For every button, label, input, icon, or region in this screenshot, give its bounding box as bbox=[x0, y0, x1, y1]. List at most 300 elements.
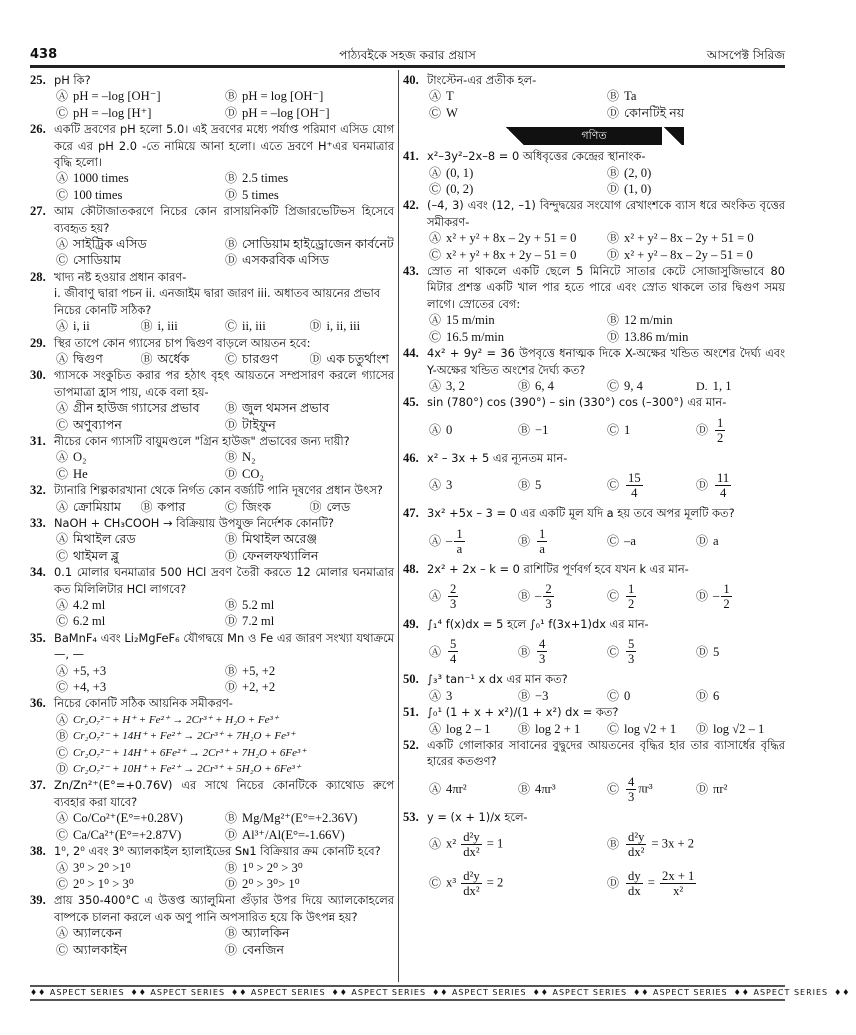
option-text bbox=[73, 613, 105, 629]
option-text-part: = 1 bbox=[483, 836, 504, 851]
option-text-part: 3 bbox=[446, 478, 453, 493]
option-d[interactable] bbox=[607, 329, 785, 345]
option-text-part: x² + y² + 8x + 2y – 51 = 0 bbox=[446, 247, 577, 262]
option-label-icon: Ⓑ bbox=[56, 729, 69, 744]
option-text bbox=[446, 329, 504, 345]
option-text bbox=[242, 236, 394, 252]
option-text bbox=[446, 582, 460, 611]
option-text-part: Al³⁺/Al(E°=-1.66V) bbox=[242, 827, 345, 842]
fraction-numerator: 2 bbox=[450, 581, 457, 596]
option-label-icon: Ⓒ bbox=[56, 417, 69, 432]
option-text bbox=[73, 466, 88, 482]
option-b[interactable] bbox=[225, 663, 394, 679]
option-text-part: 1⁰ > 2⁰ > 3⁰ bbox=[242, 860, 303, 875]
option-text bbox=[624, 721, 676, 737]
option-text-part: – bbox=[535, 588, 542, 603]
footer-series-text: ♦♦ ASPECT SERIES bbox=[331, 988, 427, 997]
option-label-icon: Ⓐ bbox=[56, 926, 69, 941]
question-number: 28. bbox=[30, 269, 46, 284]
option-c[interactable] bbox=[56, 548, 225, 564]
question-53 bbox=[403, 809, 785, 903]
option-d[interactable] bbox=[225, 942, 394, 958]
option-d[interactable] bbox=[225, 548, 394, 564]
option-text-part: চারগুণ bbox=[242, 351, 279, 366]
option-label-icon: Ⓓ bbox=[56, 762, 69, 777]
option-text bbox=[73, 400, 200, 416]
option-c[interactable] bbox=[607, 378, 696, 394]
option-label-icon: Ⓐ bbox=[56, 319, 69, 334]
option-d[interactable] bbox=[607, 181, 785, 197]
fraction bbox=[626, 830, 646, 859]
option-b[interactable] bbox=[225, 810, 394, 826]
option-a[interactable] bbox=[429, 825, 607, 864]
fraction-numerator: 2x + 1 bbox=[662, 869, 695, 884]
question-number: 32. bbox=[30, 483, 46, 498]
option-a[interactable] bbox=[56, 170, 225, 186]
question-48 bbox=[403, 561, 785, 616]
option-text-part: log √2 + 1 bbox=[624, 721, 677, 736]
option-d[interactable] bbox=[607, 864, 785, 903]
option-d[interactable] bbox=[696, 688, 785, 704]
option-d[interactable] bbox=[225, 417, 394, 433]
question-text: NaOH + CH₃COOH → বিক্রিয়ায় উপযুক্ত নির্দেশক কোনটি? bbox=[54, 515, 334, 530]
question-number: 44. bbox=[403, 346, 419, 361]
option-a[interactable] bbox=[429, 466, 518, 505]
option-d[interactable] bbox=[225, 105, 394, 121]
option-c[interactable] bbox=[607, 577, 696, 616]
fraction bbox=[461, 869, 481, 898]
option-text-part: 5 bbox=[535, 478, 542, 493]
option-label-icon: Ⓒ bbox=[607, 644, 620, 659]
fraction-denominator: 3 bbox=[450, 596, 457, 611]
option-a[interactable] bbox=[56, 597, 225, 613]
option-a[interactable] bbox=[56, 499, 141, 515]
question-number: 43. bbox=[403, 264, 419, 279]
options-grid bbox=[54, 860, 394, 893]
option-text bbox=[713, 533, 719, 549]
option-c[interactable] bbox=[56, 876, 225, 892]
options-grid bbox=[427, 688, 785, 704]
option-c[interactable] bbox=[429, 247, 607, 263]
question-25 bbox=[30, 72, 394, 121]
option-text bbox=[624, 105, 684, 121]
option-text-part: সোডিয়াম হাইড্রোজেন কার্বনেট bbox=[242, 237, 394, 252]
option-label-icon: Ⓑ bbox=[225, 811, 238, 826]
options-grid bbox=[54, 400, 394, 433]
option-d[interactable] bbox=[225, 187, 394, 203]
option-d[interactable] bbox=[696, 721, 785, 737]
option-text-part: কপার bbox=[157, 499, 186, 514]
option-label-icon: Ⓐ bbox=[429, 533, 442, 548]
option-b[interactable] bbox=[518, 688, 607, 704]
question-text: sin (780°) cos (390°) – sin (330°) cos (–300°) এর মান- bbox=[427, 395, 727, 410]
option-label-icon: Ⓒ bbox=[56, 942, 69, 957]
option-c[interactable] bbox=[56, 745, 394, 761]
option-text bbox=[242, 252, 329, 268]
option-c[interactable] bbox=[607, 770, 696, 809]
option-label-icon: Ⓐ bbox=[429, 721, 442, 736]
option-text-part: +2, +2 bbox=[242, 680, 276, 695]
option-label-icon: Ⓐ bbox=[429, 423, 442, 438]
option-text-part: pH = –log [OH⁻] bbox=[73, 89, 161, 104]
option-text bbox=[713, 471, 733, 500]
option-text bbox=[242, 187, 279, 203]
option-text-part: log 2 – 1 bbox=[446, 721, 491, 736]
option-b[interactable] bbox=[518, 411, 607, 450]
option-d[interactable] bbox=[696, 770, 785, 809]
option-b[interactable] bbox=[225, 597, 394, 613]
option-text-part: i, ii bbox=[73, 319, 90, 334]
question-number: 26. bbox=[30, 122, 46, 137]
option-b[interactable] bbox=[225, 449, 394, 465]
option-d[interactable] bbox=[696, 522, 785, 561]
option-b[interactable] bbox=[141, 351, 226, 367]
option-label-icon: Ⓑ bbox=[518, 782, 531, 797]
option-text bbox=[242, 810, 357, 826]
option-b[interactable] bbox=[607, 88, 785, 104]
option-text-part: O₂ bbox=[73, 450, 87, 465]
option-c[interactable] bbox=[429, 181, 607, 197]
fraction-numerator: 1 bbox=[539, 526, 546, 541]
question-number: 47. bbox=[403, 506, 419, 521]
option-label-icon: Ⓐ bbox=[56, 598, 69, 612]
option-label-icon: Ⓐ bbox=[429, 313, 442, 328]
option-text-part: T bbox=[446, 89, 454, 104]
option-a[interactable] bbox=[429, 230, 607, 246]
option-label-icon: Ⓐ bbox=[429, 688, 442, 703]
option-a[interactable] bbox=[56, 449, 225, 465]
option-text-part: অণুব্যাপন bbox=[73, 417, 122, 432]
question-text: x²–3y²–2x–8 = 0 অধিবৃত্তের কেন্দ্রের স্থানাংক- bbox=[427, 149, 646, 164]
option-b[interactable] bbox=[607, 165, 785, 181]
option-d[interactable] bbox=[696, 632, 785, 671]
option-label-icon: Ⓓ bbox=[607, 876, 620, 891]
option-label-icon: Ⓓ bbox=[696, 533, 709, 548]
option-text-part: সাইট্রিক এসিড bbox=[73, 237, 147, 252]
option-label-icon: Ⓒ bbox=[607, 423, 620, 438]
option-a[interactable] bbox=[429, 770, 518, 809]
question-52 bbox=[403, 737, 785, 809]
option-text bbox=[535, 477, 541, 493]
option-b[interactable] bbox=[518, 721, 607, 737]
option-text-part: অ্যালকেন bbox=[73, 926, 122, 941]
option-b[interactable] bbox=[141, 499, 226, 515]
option-c[interactable] bbox=[56, 942, 225, 958]
footer-series-text: ♦♦ bbox=[834, 988, 851, 997]
option-label-icon: Ⓑ bbox=[518, 721, 531, 736]
option-text bbox=[242, 170, 288, 186]
fraction-denominator: dx² bbox=[463, 845, 480, 860]
option-text bbox=[242, 827, 345, 843]
option-d[interactable] bbox=[56, 761, 394, 777]
option-a[interactable] bbox=[56, 925, 225, 941]
option-a[interactable] bbox=[429, 721, 518, 737]
option-text bbox=[535, 527, 549, 556]
question-number: 36. bbox=[30, 696, 46, 711]
question-42 bbox=[403, 197, 785, 263]
option-label-icon: Ⓑ bbox=[225, 237, 238, 252]
option-text bbox=[624, 533, 636, 549]
option-d[interactable] bbox=[696, 466, 785, 505]
option-c[interactable] bbox=[607, 632, 696, 671]
question-text: স্রোত না থাকলে একটি ছেলে 5 মিনিটে সাতার কেটে সোজাসুজিভাবে 80 মিটার প্রশস্ত একটি খাল পার হতে পারে এবং স্রোত থাকলে তার দ্বিগুণ সময় লাগে। স্রোতের বেগ: bbox=[427, 264, 785, 311]
option-text bbox=[535, 688, 548, 704]
option-b[interactable] bbox=[225, 170, 394, 186]
footer-series-text: ♦♦ ASPECT SERIES bbox=[532, 988, 628, 997]
option-text bbox=[242, 548, 318, 564]
option-text-part: 6 bbox=[713, 688, 720, 703]
option-a[interactable] bbox=[56, 810, 225, 826]
option-c[interactable] bbox=[56, 827, 225, 843]
option-a[interactable] bbox=[429, 522, 518, 561]
option-text-part: CO₂ bbox=[242, 466, 264, 481]
option-c[interactable] bbox=[225, 499, 310, 515]
option-d[interactable] bbox=[225, 252, 394, 268]
option-text-part: কোনটিই নয় bbox=[624, 105, 685, 120]
question-text: টাংস্টেন-এর প্রতীক হল- bbox=[427, 73, 537, 87]
option-text-part: 9, 4 bbox=[624, 378, 643, 393]
option-label-icon: Ⓐ bbox=[429, 837, 442, 852]
option-d[interactable] bbox=[310, 351, 395, 367]
option-b[interactable] bbox=[225, 531, 394, 547]
option-c[interactable] bbox=[225, 351, 310, 367]
question-text: y = (x + 1)/x হলে- bbox=[427, 809, 528, 824]
option-text-part: – bbox=[446, 532, 453, 547]
option-label-icon: Ⓐ bbox=[56, 532, 69, 547]
option-a[interactable] bbox=[429, 88, 607, 104]
option-c[interactable] bbox=[56, 105, 225, 121]
option-d[interactable] bbox=[310, 318, 395, 334]
option-b[interactable] bbox=[225, 860, 394, 876]
option-b[interactable] bbox=[518, 378, 607, 394]
option-label-icon: Ⓐ bbox=[56, 499, 69, 514]
option-text bbox=[73, 876, 134, 892]
option-label-icon: Ⓓ bbox=[225, 187, 238, 202]
option-a[interactable] bbox=[56, 400, 225, 416]
option-text bbox=[713, 781, 727, 797]
option-d[interactable] bbox=[607, 105, 785, 121]
option-label-icon: Ⓒ bbox=[225, 319, 238, 334]
option-text-part: x² + y² + 8x – 2y + 51 = 0 bbox=[446, 231, 577, 246]
question-number: 38. bbox=[30, 844, 46, 859]
option-label-icon: Ⓒ bbox=[607, 589, 620, 604]
footer-series-text: ♦♦ ASPECT SERIES bbox=[633, 988, 728, 997]
option-c[interactable] bbox=[607, 411, 696, 450]
option-text bbox=[73, 170, 129, 186]
option-a[interactable] bbox=[429, 688, 518, 704]
option-label-icon: Ⓒ bbox=[429, 876, 442, 891]
fraction bbox=[715, 471, 731, 500]
option-c[interactable] bbox=[429, 105, 607, 121]
option-c[interactable] bbox=[225, 318, 310, 334]
option-text-part: – bbox=[713, 588, 720, 603]
option-d[interactable] bbox=[607, 247, 785, 263]
option-c[interactable] bbox=[429, 329, 607, 345]
option-text bbox=[624, 471, 645, 500]
option-text bbox=[242, 613, 274, 629]
options-grid bbox=[54, 318, 394, 334]
options-grid bbox=[427, 88, 785, 121]
option-text bbox=[446, 688, 452, 704]
option-text-part: মিথাইল রেড bbox=[73, 532, 136, 547]
option-label-icon: Ⓓ bbox=[309, 351, 322, 366]
option-b[interactable] bbox=[518, 466, 607, 505]
option-text bbox=[327, 351, 389, 367]
options-grid bbox=[54, 712, 394, 778]
page-header bbox=[30, 47, 785, 68]
option-text-part: +5, +3 bbox=[73, 663, 107, 678]
option-text bbox=[242, 88, 323, 104]
option-text-part: (2, 0) bbox=[624, 165, 652, 180]
option-label-icon: Ⓑ bbox=[607, 313, 620, 328]
option-b[interactable] bbox=[225, 88, 394, 104]
option-text bbox=[242, 531, 317, 547]
option-a[interactable] bbox=[56, 88, 225, 104]
option-c[interactable] bbox=[607, 721, 696, 737]
option-c[interactable] bbox=[56, 466, 225, 482]
option-a[interactable] bbox=[56, 531, 225, 547]
option-text bbox=[73, 88, 161, 104]
option-text-part: 2⁰ > 3⁰> 1⁰ bbox=[242, 876, 300, 891]
question-text: খাদ্য নষ্ট হওয়ার প্রধান কারণ- bbox=[54, 269, 187, 284]
option-text-part: −3 bbox=[535, 688, 549, 703]
column-divider bbox=[398, 70, 399, 982]
option-text bbox=[446, 230, 576, 246]
option-c[interactable] bbox=[607, 466, 696, 505]
option-text bbox=[535, 637, 549, 666]
option-text bbox=[73, 417, 122, 433]
option-c[interactable] bbox=[607, 522, 696, 561]
option-a[interactable] bbox=[429, 577, 518, 616]
option-text-part: x² + y² – 8x – 2y + 51 = 0 bbox=[624, 231, 754, 246]
option-text bbox=[73, 827, 181, 843]
option-label-icon: Ⓑ bbox=[518, 423, 531, 438]
option-text-part: −1 bbox=[535, 423, 549, 438]
question-44 bbox=[403, 345, 785, 394]
option-b[interactable] bbox=[56, 728, 394, 744]
question-number: 40. bbox=[403, 73, 419, 87]
option-b[interactable] bbox=[607, 230, 785, 246]
option-label-icon: Ⓑ bbox=[140, 319, 153, 334]
option-text-part: (0, 2) bbox=[446, 182, 474, 197]
option-d[interactable] bbox=[225, 827, 394, 843]
options-grid bbox=[427, 312, 785, 345]
option-text bbox=[446, 869, 503, 898]
option-d[interactable] bbox=[696, 577, 785, 616]
options-grid bbox=[427, 522, 785, 561]
option-text bbox=[713, 688, 719, 704]
option-text bbox=[713, 721, 764, 737]
options-grid bbox=[54, 925, 394, 958]
option-d[interactable] bbox=[310, 499, 395, 515]
option-a[interactable] bbox=[56, 712, 394, 728]
question-37 bbox=[30, 777, 394, 843]
option-text-part: x² bbox=[446, 836, 460, 851]
option-a[interactable] bbox=[429, 411, 518, 450]
option-text-part: log 2 + 1 bbox=[535, 721, 581, 736]
option-a[interactable] bbox=[429, 632, 518, 671]
question-number: 25. bbox=[30, 73, 46, 87]
footer-series-text: ♦♦ ASPECT SERIES bbox=[432, 988, 527, 997]
option-label-icon: Ⓓ bbox=[696, 644, 709, 659]
option-d[interactable] bbox=[225, 876, 394, 892]
option-label-icon: Ⓐ bbox=[429, 231, 442, 246]
option-b[interactable] bbox=[518, 770, 607, 809]
option-text bbox=[242, 417, 276, 433]
question-text: pH কি? bbox=[54, 73, 91, 87]
option-text bbox=[158, 318, 178, 334]
question-number: 39. bbox=[30, 893, 46, 908]
option-b[interactable] bbox=[607, 312, 785, 328]
question-number: 46. bbox=[403, 450, 419, 465]
options-grid bbox=[427, 632, 785, 671]
option-d[interactable] bbox=[696, 411, 785, 450]
option-d[interactable] bbox=[225, 679, 394, 695]
option-text-part: Cr₂O₇²⁻ + H⁺ + Fe²⁺ → 2Cr³⁺ + H₂O + Fe³⁺ bbox=[73, 713, 279, 726]
option-a[interactable] bbox=[429, 312, 607, 328]
option-text bbox=[446, 637, 460, 666]
option-a[interactable] bbox=[56, 236, 225, 252]
option-a[interactable] bbox=[56, 351, 141, 367]
option-text-part: মিথাইল অরেঞ্জ bbox=[242, 532, 318, 547]
option-b[interactable] bbox=[225, 400, 394, 416]
option-d[interactable] bbox=[696, 378, 785, 394]
option-text-part: থাইমল ব্লু bbox=[73, 548, 119, 563]
option-d[interactable] bbox=[225, 613, 394, 629]
option-text bbox=[713, 582, 734, 611]
option-c[interactable] bbox=[56, 417, 225, 433]
fraction-denominator: dx bbox=[628, 884, 641, 899]
option-b[interactable] bbox=[141, 318, 226, 334]
option-a[interactable] bbox=[56, 318, 141, 334]
option-label-icon: Ⓑ bbox=[225, 860, 238, 875]
option-b[interactable] bbox=[607, 825, 785, 864]
option-a[interactable] bbox=[56, 663, 225, 679]
option-c[interactable] bbox=[56, 613, 225, 629]
fraction-denominator: x² bbox=[673, 884, 684, 899]
option-a[interactable] bbox=[56, 860, 225, 876]
footer-series-text: ♦♦ ASPECT SERIES bbox=[231, 988, 326, 997]
option-a[interactable] bbox=[429, 165, 607, 181]
option-b[interactable] bbox=[518, 577, 607, 616]
option-label-icon: Ⓒ bbox=[56, 876, 69, 891]
option-a[interactable] bbox=[429, 378, 518, 394]
question-38 bbox=[30, 843, 394, 892]
option-label-icon: Ⓓ bbox=[696, 478, 709, 493]
option-text-part: অ্যালকিন bbox=[242, 926, 290, 941]
options-grid bbox=[427, 411, 785, 450]
option-label-icon: Ⓐ bbox=[56, 401, 69, 416]
option-c[interactable] bbox=[56, 252, 225, 268]
option-b[interactable] bbox=[518, 632, 607, 671]
option-d[interactable] bbox=[225, 466, 394, 482]
fraction bbox=[461, 830, 481, 859]
option-b[interactable] bbox=[518, 522, 607, 561]
fraction bbox=[448, 637, 458, 666]
option-b[interactable] bbox=[225, 236, 394, 252]
option-b[interactable] bbox=[225, 925, 394, 941]
question-text: ∫₃³ tan⁻¹ x dx এর মান কত? bbox=[427, 672, 568, 687]
option-text-part: Co/Co²⁺(E°=+0.28V) bbox=[73, 811, 183, 826]
option-text bbox=[624, 230, 754, 246]
option-c[interactable] bbox=[56, 679, 225, 695]
option-c[interactable] bbox=[56, 187, 225, 203]
option-c[interactable] bbox=[429, 864, 607, 903]
question-number: 50. bbox=[403, 672, 419, 687]
question-text: প্রায় 350-400°C এ উত্তপ্ত অ্যালুমিনা গুঁড়ার উপর দিয়ে অ্যালকোহলের বাষ্পকে চালনা করলে এক অণু পানি অপসারিত হয়ে কি উৎপন্ন হয়? bbox=[54, 893, 394, 924]
option-c[interactable] bbox=[607, 688, 696, 704]
option-text bbox=[73, 187, 122, 203]
